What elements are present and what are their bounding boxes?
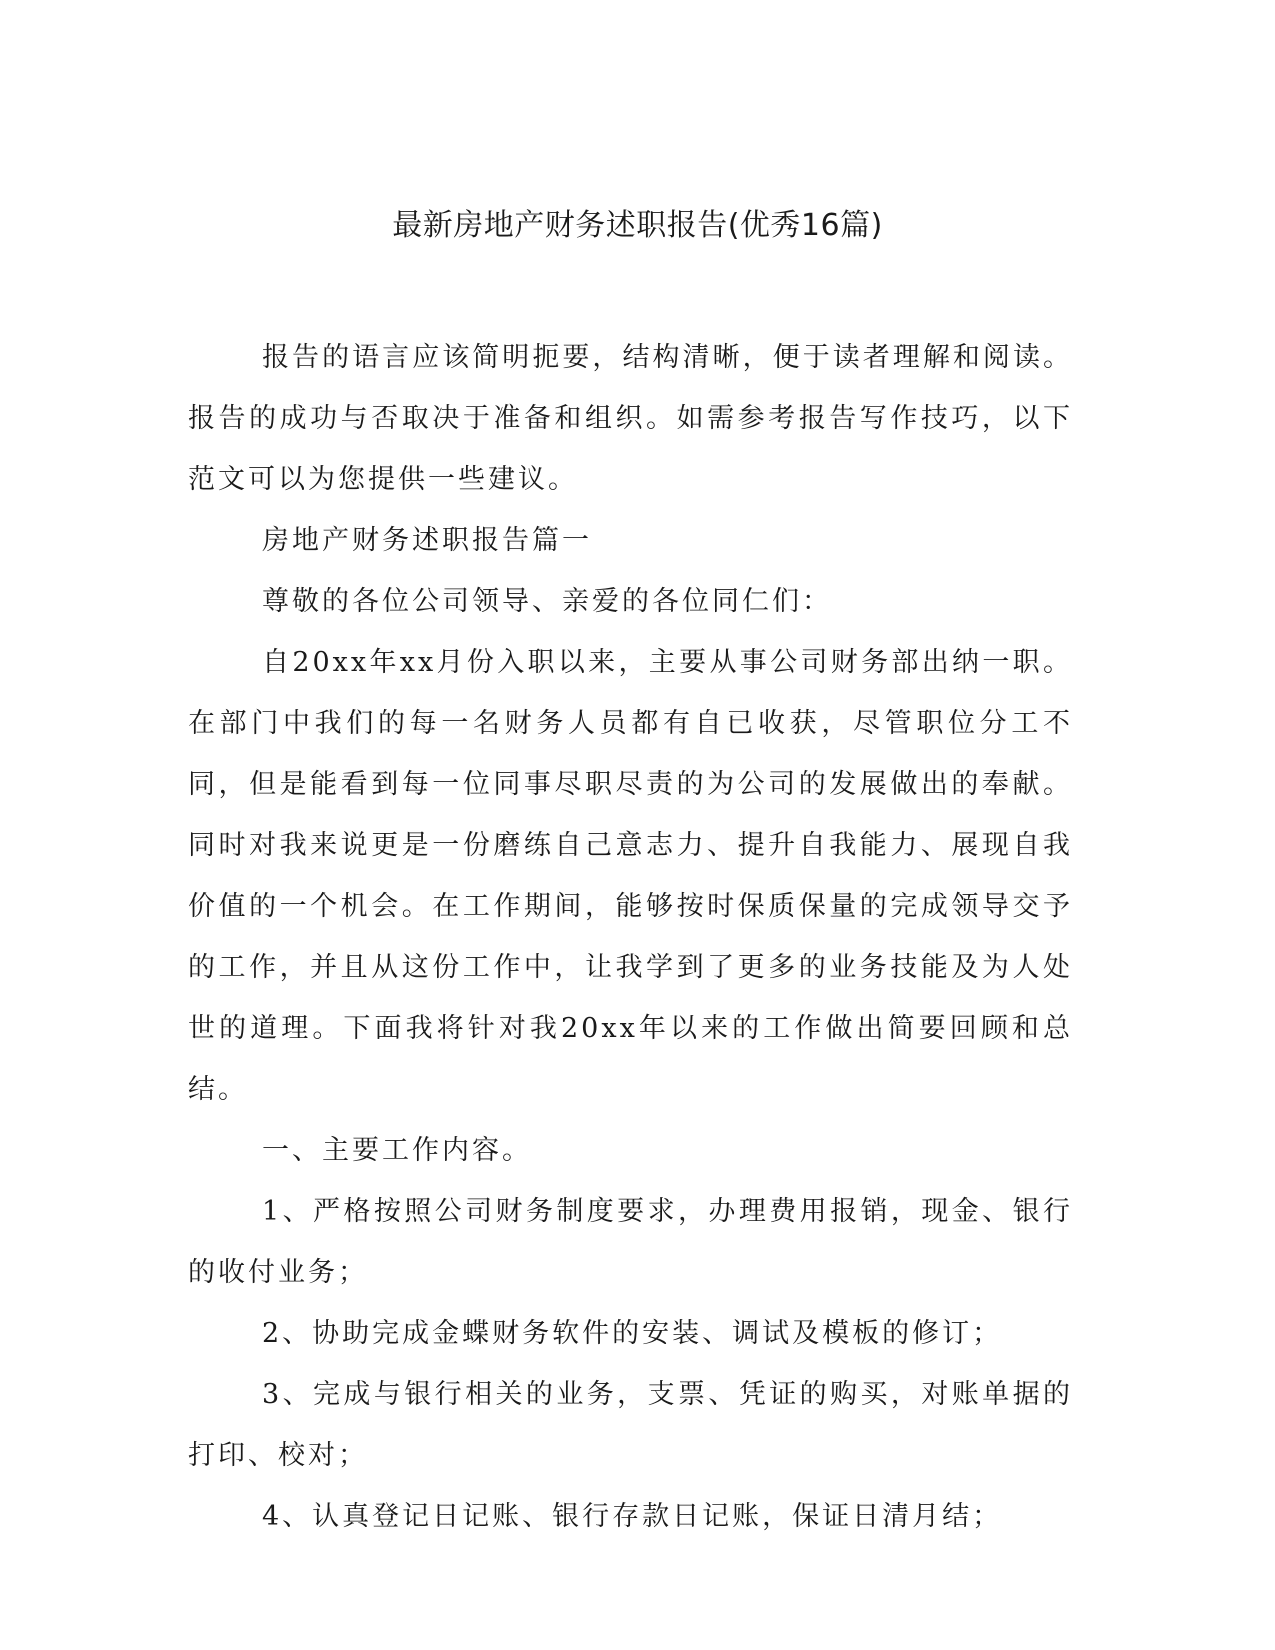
document-title: 最新房地产财务述职报告(优秀16篇): [392, 208, 883, 243]
paragraph-intro: 报告的语言应该简明扼要，结构清晰，便于读者理解和阅读。报告的成功与否取决于准备和组织。如需参考报告写作技巧，以下范文可以为您提供一些建议。: [188, 342, 1073, 495]
subsection-heading: 一、主要工作内容。: [262, 1135, 532, 1166]
list-item: 4、认真登记日记账、银行存款日记账，保证日清月结；: [262, 1501, 1003, 1532]
list-item: 2、协助完成金蝶财务软件的安装、调试及模板的修订；: [262, 1318, 1003, 1349]
salutation: 尊敬的各位公司领导、亲爱的各位同仁们：: [262, 586, 832, 617]
section-heading: 房地产财务述职报告篇一: [262, 525, 592, 556]
list-item: 1、严格按照公司财务制度要求，办理费用报销，现金、银行的收付业务；: [188, 1196, 1073, 1288]
paragraph-main: 自20xx年xx月份入职以来，主要从事公司财务部出纳一职。在部门中我们的每一名财务人员都有自已收获，尽管职位分工不同，但是能看到每一位同事尽职尽责的为公司的发展做出的奉献。同时对我来说更是一份磨练自己意志力、提升自我能力、展现自我价值的一个机会。在工作期间，能够按时保质保量的完成领导交予的工作，并且从这份工作中，让我学到了更多的业务技能及为人处世的道理。下面我将针对我20xx年以来的工作做出简要回顾和总结。: [188, 647, 1073, 1105]
document-body: [188, 327, 1073, 1547]
list-item: 3、完成与银行相关的业务，支票、凭证的购买，对账单据的打印、校对；: [188, 1379, 1073, 1471]
